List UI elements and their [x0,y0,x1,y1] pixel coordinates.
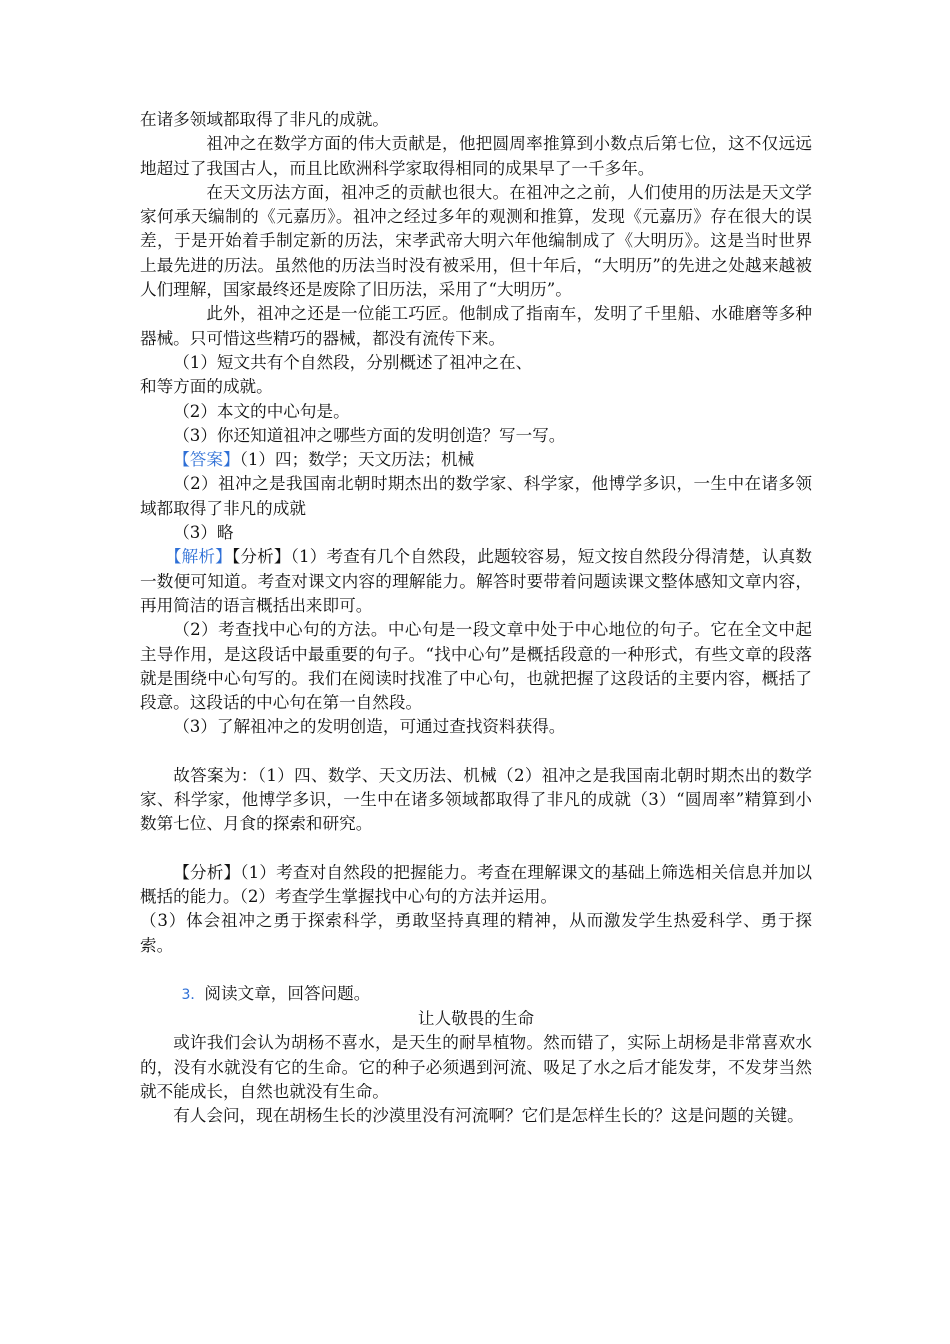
answer-line-3: （3）略 [173,523,234,543]
answer-line-1: 【答案】（1）四；数学；天文历法；机械 [173,450,475,470]
spacer [140,740,812,764]
spacer [140,837,812,861]
spacer [140,958,812,982]
text-paragraph: 在诸多领域都取得了非凡的成就。 [140,110,389,129]
question-1-line-b: 和等方面的成就。 [140,377,273,397]
article-title: 让人敬畏的生命 [417,1009,535,1029]
question-3-prompt: 3．阅读文章，回答问题。 [181,983,371,1003]
answer-label: 【答案】 [173,450,240,470]
analysis-part-1: 【解析】【分析】（1）考查有几个自然段，此题较容易，短文按自然段分得清楚，认真数一数便可知道。考查对课文内容的理解能力。解答时要带着问题读课文整体感知文章内容，再用简洁的语言概括出来即可。 [140,547,812,615]
article-paragraph: 有人会问，现在胡杨生长的沙漠里没有河流啊？它们是怎样生长的？这是问题的关键。 [173,1106,804,1126]
question-number: 3． [181,986,205,1003]
analysis-part-3: （3）了解祖冲之的发明创造，可通过查找资料获得。 [173,717,566,737]
analysis-part-2: （2）考查找中心句的方法。中心句是一段文章中处于中心地位的句子。它在全文中起主导作用，是这段话中最重要的句子。“找中心句”是概括段意的一种形式，有些文章的段落就是围绕中心句写的。我们在阅读时找准了中心句，也就把握了这段话的主要内容，概括了段意。这段话的中心句在第一自然段。 [140,620,812,713]
document-body [140,108,812,1129]
analysis-conclusion: 故答案为：（1）四、数学、天文历法、机械（2）祖冲之是我国南北朝时期杰出的数学家、科学家，他博学多识，一生中在诸多领域都取得了非凡的成就（3）“圆周率”精算到小数第七位、月食的探索和研究。 [140,765,812,834]
analysis-summary-2: （3）体会祖冲之勇于探索科学，勇敢坚持真理的精神，从而激发学生热爱科学、勇于探索。 [140,911,812,955]
text-paragraph: 此外，祖冲之还是一位能工巧匠。他制成了指南车，发明了千里船、水碓磨等多种器械。只可惜这些精巧的器械，都没有流传下来。 [140,304,812,348]
article-paragraph: 或许我们会认为胡杨不喜水，是天生的耐旱植物。然而错了，实际上胡杨是非常喜欢水的，没有水就没有它的生命。它的种子必须遇到河流、吸足了水之后才能发芽，不发芽当然就不能成长，自然也就没有生命。 [140,1033,812,1101]
question-1-line-a: （1）短文共有个自然段，分别概述了祖冲之在、 [173,352,533,372]
analysis-label: 【解析】 [164,547,232,567]
analysis-summary-1: 【分析】（1）考查对自然段的把握能力。考查在理解课文的基础上筛选相关信息并加以概括的能力。（2）考查学生掌握找中心句的方法并运用。 [140,862,812,906]
question-3: （3）你还知道祖冲之哪些方面的发明创造？写一写。 [173,425,566,445]
text-paragraph: 祖冲之在数学方面的伟大贡献是，他把圆周率推算到小数点后第七位，这不仅远远地超过了我国古人，而且比欧洲科学家取得相同的成果早了一千多年。 [140,134,812,178]
answer-line-2: （2）祖冲之是我国南北朝时期杰出的数学家、科学家，他博学多识，一生中在诸多领域都取得了非凡的成就 [140,474,812,518]
text-paragraph: 在天文历法方面，祖冲乏的贡献也很大。在祖冲之之前，人们使用的历法是天文学家何承天编制的《元嘉历》。祖冲之经过多年的观测和推算，发现《元嘉历》存在很大的误差，于是开始着手制定新的历法，宋孝武帝大明六年他编制成了《大明历》。这是当时世界上最先进的历法。虽然他的历法当时没有被采用，但十年后，“大明历”的先进之处越来越被人们理解，国家最终还是废除了旧历法，采用了“大明历”。 [140,182,812,300]
question-2: （2）本文的中心句是。 [173,401,350,421]
